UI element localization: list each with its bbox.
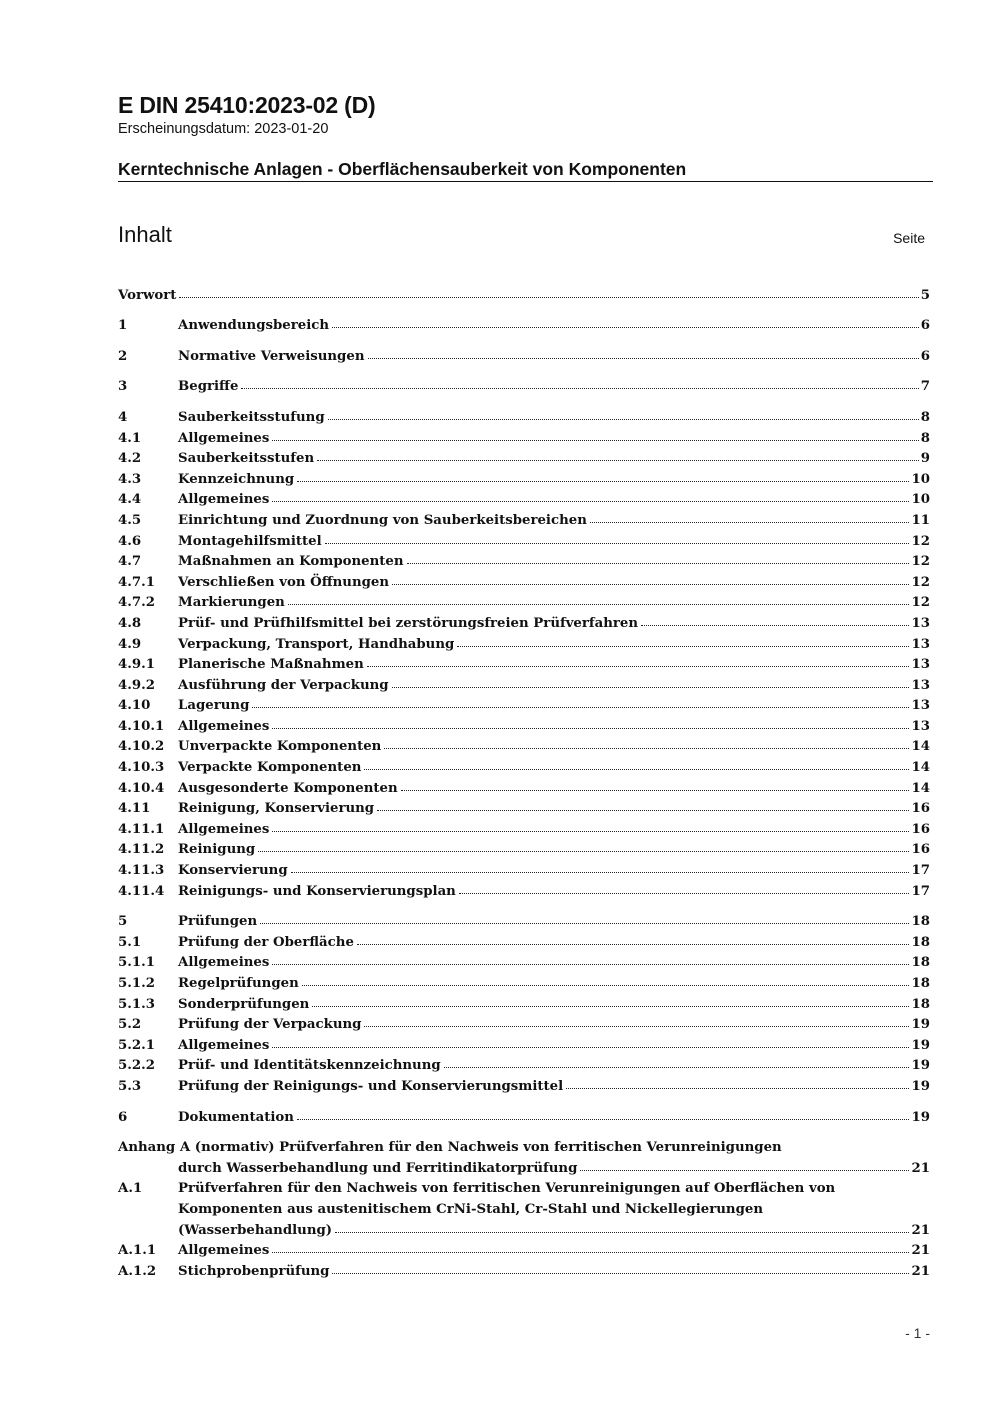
toc-leader-dots (260, 923, 909, 924)
toc-leader-dots (272, 501, 909, 502)
toc-label: Konservierung (178, 863, 288, 879)
toc-number: 5.1.1 (118, 955, 156, 971)
toc-entry[interactable] (118, 487, 930, 508)
toc-number: 4.11.4 (118, 883, 165, 899)
toc-page-number: 19 (911, 1109, 930, 1125)
toc-label: Sauberkeitsstufen (178, 451, 315, 467)
toc-page-number: 16 (911, 821, 930, 837)
toc-label: Lagerung (178, 698, 250, 714)
toc-number: A.1.2 (118, 1263, 157, 1279)
toc-page-number: 14 (911, 780, 930, 796)
toc-entry[interactable] (118, 282, 930, 303)
toc-entry[interactable] (118, 1258, 930, 1279)
toc-leader-dots (457, 646, 909, 647)
toc-leader-dots (367, 666, 910, 667)
toc-label: Sauberkeitsstufung (178, 409, 325, 425)
toc-leader-dots (328, 419, 919, 420)
toc-page-number: 6 (920, 318, 930, 334)
toc-page-number: 6 (920, 348, 930, 364)
toc-entry[interactable] (118, 425, 930, 446)
toc-number: 4.3 (118, 471, 142, 487)
toc-leader-dots (288, 604, 910, 605)
toc-label: Allgemeines (178, 430, 270, 446)
toc-page-number: 8 (920, 409, 930, 425)
toc-page-number: 12 (911, 574, 930, 590)
toc-label: Reinigungs- und Konservierungsplan (178, 883, 456, 899)
toc-page-number: 19 (911, 1078, 930, 1094)
toc-number: 4.9.1 (118, 657, 156, 673)
toc-entry[interactable] (118, 374, 930, 395)
toc-page-number: 13 (911, 657, 930, 673)
toc-number: 4.10.3 (118, 760, 165, 776)
toc-number: 4.11.1 (118, 821, 165, 837)
toc-number: 5.1.3 (118, 996, 156, 1012)
toc-number: 4.7.1 (118, 574, 156, 590)
toc-label: Markierungen (178, 595, 285, 611)
document-title: Kerntechnische Anlagen - Oberflächensauberkeit von Komponenten (118, 159, 687, 179)
toc-number: 4.10.4 (118, 780, 165, 796)
toc-leader-dots (312, 1006, 909, 1007)
toc-leader-dots (444, 1067, 910, 1068)
toc-page-number: 18 (911, 976, 930, 991)
toc-page-number: 21 (911, 1263, 930, 1279)
toc-number: 4.4 (118, 492, 142, 508)
toc-page-number: 14 (911, 760, 930, 776)
toc-page-number: 5 (920, 287, 930, 303)
toc-label: Verschließen von Öffnungen (178, 574, 390, 590)
toc-entry[interactable] (118, 713, 930, 734)
toc-entry[interactable] (118, 466, 930, 487)
toc-label: Einrichtung und Zuordnung von Sauberkeitsbereichen (178, 512, 587, 528)
toc-entry[interactable] (118, 816, 930, 837)
toc-entry[interactable] (118, 1012, 930, 1033)
toc-label: Anwendungsbereich (178, 318, 330, 334)
toc-label: Regelprüfungen (178, 976, 299, 991)
toc-leader-dots (272, 1252, 909, 1253)
toc-label: Ausgesonderte Komponenten (178, 780, 398, 796)
document-id: E DIN 25410:2023-02 (D) (118, 92, 376, 118)
toc-leader-dots (291, 872, 910, 873)
toc-label: Ausführung der Verpackung (178, 677, 389, 693)
toc-number: 4.6 (118, 533, 142, 549)
toc-entry[interactable] (118, 1053, 930, 1074)
toc-entries (118, 282, 930, 1125)
toc-leader-dots (641, 625, 909, 626)
toc-leader-dots (272, 964, 909, 965)
toc-page-number: 12 (911, 595, 930, 611)
toc-leader-dots (332, 1273, 909, 1274)
toc-page-number: 13 (911, 698, 930, 714)
toc-label: Begriffe (178, 379, 239, 395)
toc-entry[interactable] (118, 1073, 930, 1094)
toc-number: 4 (118, 409, 128, 425)
toc-annex-a[interactable] (118, 1135, 930, 1176)
toc-number: 5.2.1 (118, 1037, 156, 1053)
toc-page-number: 19 (911, 1017, 930, 1033)
toc-number: 5.1 (118, 934, 142, 950)
toc-leader-dots (325, 543, 910, 544)
title-rule (118, 181, 933, 182)
toc-page-number: 17 (911, 883, 930, 899)
toc-number: 2 (118, 348, 128, 364)
toc-number: 4.7 (118, 554, 142, 570)
toc-leader-dots (459, 893, 910, 894)
toc-number: 6 (118, 1109, 128, 1125)
toc-leader-dots (401, 790, 910, 791)
toc-label: Prüfung der Reinigungs- und Konservierungsmittel (178, 1078, 564, 1094)
toc-page-number: 10 (911, 471, 930, 487)
toc-number: 4.2 (118, 451, 142, 467)
toc-leader-dots (332, 327, 919, 328)
toc-label: Vorwort (118, 287, 177, 303)
toc-leader-dots (590, 522, 910, 523)
toc-label: Allgemeines (178, 1037, 270, 1053)
toc-page-number: 21 (911, 1243, 930, 1259)
toc-page-number: 19 (911, 1037, 930, 1053)
toc-annex-line-1: Anhang A (normativ) Prüfverfahren für den Nachweis von ferritischen Verunreinigungen (118, 1140, 782, 1156)
toc-number: 4.11 (118, 801, 151, 817)
toc-number: 4.5 (118, 512, 142, 528)
toc-page-number: 18 (911, 955, 930, 971)
toc-leader-dots (302, 985, 910, 986)
toc-leader-dots (392, 584, 909, 585)
toc-number: 5.1.2 (118, 976, 156, 991)
toc-page-number: 13 (911, 677, 930, 693)
toc-leader-dots (364, 1026, 909, 1027)
toc-label: Reinigung, Konservierung (178, 801, 375, 817)
toc-number: 5.2.2 (118, 1058, 156, 1074)
toc-entry[interactable] (118, 857, 930, 878)
toc-leader-dots (258, 851, 909, 852)
toc-label: Prüfung der Verpackung (178, 1017, 362, 1033)
toc-leader-dots (407, 563, 910, 564)
toc-entry[interactable] (118, 652, 930, 673)
toc-entry[interactable] (118, 549, 930, 570)
toc-page-number: 10 (911, 492, 930, 508)
toc-leader-dots (272, 1047, 909, 1048)
toc-label: Dokumentation (178, 1109, 294, 1125)
toc-entry[interactable] (118, 569, 930, 590)
toc-number: A.1 (118, 1181, 143, 1197)
toc-entry[interactable] (118, 343, 930, 364)
toc-label: Kennzeichnung (178, 471, 295, 487)
toc-entry[interactable] (118, 404, 930, 425)
toc-number: 4.8 (118, 615, 142, 631)
toc-number: 4.10.1 (118, 718, 165, 734)
toc-leader-dots (357, 944, 910, 945)
toc-page-number: 8 (920, 430, 930, 446)
toc-leader-dots (368, 358, 919, 359)
toc-label: Prüf- und Identitätskennzeichnung (178, 1058, 441, 1074)
toc-label: Planerische Maßnahmen (178, 657, 364, 673)
toc-number: 4.10.2 (118, 739, 165, 755)
toc-number: 4.11.2 (118, 842, 165, 858)
toc-page-number: 14 (911, 739, 930, 755)
toc-label: Prüf- und Prüfhilfsmittel bei zerstörungsfreien Prüfverfahren (178, 615, 639, 631)
toc-label: Allgemeines (178, 492, 270, 508)
toc-number: A.1.1 (118, 1243, 157, 1259)
toc-label: Sonderprüfungen (178, 996, 310, 1012)
toc-page-number: 12 (911, 554, 930, 570)
toc-entry[interactable] (118, 672, 930, 693)
toc-label: Montagehilfsmittel (178, 533, 322, 549)
toc-entry[interactable] (118, 734, 930, 755)
toc-number: 4.10 (118, 698, 151, 714)
toc-entry[interactable] (118, 313, 930, 334)
toc-page-number: 21 (911, 1160, 930, 1176)
toc-entry[interactable] (118, 1032, 930, 1053)
toc-number: 5.3 (118, 1078, 142, 1094)
toc-leader-dots (252, 707, 909, 708)
toc-entry[interactable] (118, 693, 930, 714)
toc-number: 5.2 (118, 1017, 142, 1033)
toc-page-number: 16 (911, 801, 930, 817)
toc-entry[interactable] (118, 446, 930, 467)
toc-label: Verpackte Komponenten (178, 760, 362, 776)
toc-label: Verpackung, Transport, Handhabung (178, 636, 455, 652)
toc-leader-dots (392, 687, 910, 688)
toc-page-number: 19 (911, 1058, 930, 1074)
toc-label: Allgemeines (178, 821, 270, 837)
toc-entry[interactable] (118, 590, 930, 611)
toc-leader-dots (179, 297, 918, 298)
toc-entry[interactable] (118, 950, 930, 971)
footer-page-number: - 1 - (905, 1325, 930, 1341)
toc-entry[interactable] (118, 507, 930, 528)
toc-label: Unverpackte Komponenten (178, 739, 382, 755)
toc-entry[interactable] (118, 970, 930, 991)
toc-label: Allgemeines (178, 955, 270, 971)
toc-entry[interactable] (118, 1238, 930, 1259)
toc-leader-dots (297, 481, 909, 482)
toc-page-number: 18 (911, 934, 930, 950)
toc-entry[interactable] (118, 837, 930, 858)
toc-page-number: 17 (911, 863, 930, 879)
toc-number: 4.11.3 (118, 863, 165, 879)
toc-page-number: 11 (911, 512, 930, 528)
toc-leader-dots (317, 460, 919, 461)
toc-number: 4.9 (118, 636, 142, 652)
toc-entry[interactable] (118, 775, 930, 796)
toc-page-label: Seite (893, 230, 925, 246)
toc-heading: Inhalt (118, 222, 172, 247)
toc-page-number: 18 (911, 996, 930, 1012)
toc-label: Normative Verweisungen (178, 348, 365, 364)
toc-leader-dots (364, 769, 909, 770)
toc-entry-a1[interactable]: A.1 Prüfverfahren für den Nachweis von ferritischen Verunreinigungen auf Oberflächen von Komponenten aus austenitischem CrNi-Stahl, Cr-Stahl und Nickellegierungen (Wasserbehandlung) 21 (118, 1181, 930, 1238)
toc-number: 4.1 (118, 430, 142, 446)
toc-leader-dots (335, 1232, 909, 1233)
toc-entry[interactable] (118, 796, 930, 817)
toc-page-number: 21 (911, 1222, 930, 1238)
toc-leader-dots (272, 440, 918, 441)
toc-label: Reinigung (178, 842, 256, 858)
toc-leader-dots (272, 728, 909, 729)
toc-leader-dots (297, 1119, 910, 1120)
toc-label: Prüfungen (178, 914, 258, 930)
toc-entry[interactable] (118, 878, 930, 899)
toc-entry[interactable] (118, 528, 930, 549)
publication-date: Erscheinungsdatum: 2023-01-20 (118, 121, 329, 137)
toc-leader-dots (580, 1170, 909, 1171)
toc-page-number: 13 (911, 636, 930, 652)
toc-entry[interactable] (118, 991, 930, 1012)
toc-label: Stichprobenprüfung (178, 1263, 330, 1279)
toc-leader-dots (384, 748, 909, 749)
toc-label: Allgemeines (178, 1243, 270, 1259)
toc-annex-line-2: durch Wasserbehandlung und Ferritindikatorprüfung 21 (178, 1160, 930, 1176)
toc-leader-dots (566, 1088, 909, 1089)
toc-entry[interactable] (118, 1104, 930, 1125)
toc-label: Allgemeines (178, 718, 270, 734)
toc-annex-entries (118, 1238, 930, 1279)
toc-entry[interactable] (118, 610, 930, 631)
toc-page-number: 12 (911, 533, 930, 549)
toc-page-number: 9 (920, 451, 930, 467)
toc-entry[interactable] (118, 909, 930, 930)
toc-number: 5 (118, 914, 128, 930)
toc-leader-dots (272, 831, 909, 832)
table-of-contents (118, 282, 930, 1279)
toc-page-number: 18 (911, 914, 930, 930)
toc-number: 1 (118, 318, 128, 334)
toc-label: Prüfung der Oberfläche (178, 934, 354, 950)
toc-entry[interactable] (118, 631, 930, 652)
toc-page-number: 13 (911, 615, 930, 631)
toc-leader-dots (377, 810, 909, 811)
toc-leader-dots (241, 388, 918, 389)
toc-entry[interactable] (118, 929, 930, 950)
toc-page-number: 7 (920, 379, 930, 395)
toc-page-number: 13 (911, 718, 930, 734)
toc-label: Maßnahmen an Komponenten (178, 554, 404, 570)
toc-number: 4.7.2 (118, 595, 156, 611)
toc-page-number: 16 (911, 842, 930, 858)
toc-number: 3 (118, 379, 128, 395)
toc-entry[interactable] (118, 754, 930, 775)
toc-number: 4.9.2 (118, 677, 156, 693)
